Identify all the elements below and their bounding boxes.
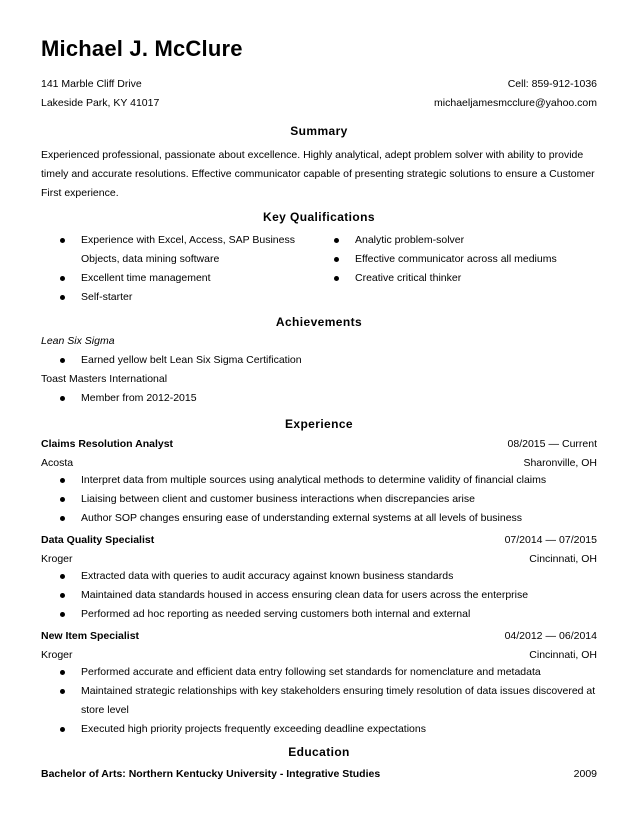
education-heading: Education: [288, 745, 350, 759]
list-item: Extracted data with queries to audit accuracy against known business standards: [58, 567, 603, 586]
education-year: 2009: [573, 768, 597, 780]
summary-line: Experienced professional, passionate about excellence. Highly analytical, adept problem solver with ability to provide: [41, 149, 584, 161]
list-item: Effective communicator across all mediums: [332, 250, 597, 269]
job-company: Kroger: [41, 649, 73, 661]
list-item: Author SOP changes ensuring ease of understanding external systems at all levels of business: [58, 509, 603, 528]
achievements-heading: Achievements: [275, 315, 363, 329]
job-bullets: [58, 663, 603, 739]
contact-row-1: [41, 77, 597, 91]
list-item: Earned yellow belt Lean Six Sigma Certification: [58, 351, 598, 370]
job-header: [41, 533, 597, 547]
job-header: [41, 629, 597, 643]
job-company: Acosta: [41, 457, 74, 469]
education-row: [41, 767, 597, 781]
list-item: Maintained data standards housed in access ensuring clean data for users across the enterprise: [58, 586, 603, 605]
qualifications-heading: Key Qualifications: [263, 210, 375, 224]
job-dates: 04/2012 — 06/2014: [504, 630, 597, 642]
job-location: Sharonville, OH: [523, 457, 597, 469]
job-dates: 07/2014 — 07/2015: [504, 534, 597, 546]
achievement-title: Toast Masters International: [41, 373, 168, 385]
job-location: Cincinnati, OH: [529, 553, 597, 565]
job-location: Cincinnati, OH: [529, 649, 597, 661]
achievement-title: Lean Six Sigma: [41, 335, 115, 347]
job-company-row: [41, 456, 597, 470]
education-degree: Bachelor of Arts: Northern Kentucky University - Integrative Studies: [41, 768, 381, 780]
list-item: Analytic problem-solver: [332, 231, 597, 250]
achievement-list: [58, 389, 598, 408]
list-item: Member from 2012-2015: [58, 389, 598, 408]
email-address: michaeljamesmcclure@yahoo.com: [434, 97, 597, 109]
list-item: Excellent time management: [58, 269, 328, 288]
candidate-name: Michael J. McClure: [41, 36, 243, 61]
job-bullets: [58, 471, 603, 528]
list-item: Liaising between client and customer business interactions when discrepancies arise: [58, 490, 603, 509]
list-item: Executed high priority projects frequently exceeding deadline expectations: [58, 720, 603, 739]
summary-line: First experience.: [41, 187, 119, 199]
job-company-row: [41, 552, 597, 566]
summary-text: [41, 146, 601, 203]
list-item: Interpret data from multiple sources using analytical methods to determine validity of financial claims: [58, 471, 603, 490]
qualifications-left-list: [58, 231, 328, 307]
job-title: Claims Resolution Analyst: [41, 438, 174, 450]
address-line-1: 141 Marble Cliff Drive: [41, 78, 142, 90]
summary-heading: Summary: [290, 124, 348, 138]
achievement-list: [58, 351, 598, 370]
list-item: Experience with Excel, Access, SAP Business Objects, data mining software: [58, 231, 328, 269]
job-title: New Item Specialist: [41, 630, 140, 642]
list-item: Creative critical thinker: [332, 269, 597, 288]
job-bullets: [58, 567, 603, 624]
list-item: Self-starter: [58, 288, 328, 307]
phone-number: Cell: 859-912-1036: [507, 78, 597, 90]
list-item: Maintained strategic relationships with key stakeholders ensuring timely resolution of data issues discovered at store level: [58, 682, 603, 720]
job-header: [41, 437, 597, 451]
address-line-2: Lakeside Park, KY 41017: [41, 97, 160, 109]
list-item: Performed accurate and efficient data entry following set standards for nomenclature and metadata: [58, 663, 603, 682]
summary-line: timely and accurate resolutions. Effective communicator capable of presenting strategic solutions to ensure a Customer: [41, 168, 595, 180]
experience-heading: Experience: [284, 417, 354, 431]
list-item: Performed ad hoc reporting as needed serving customers both internal and external: [58, 605, 603, 624]
contact-row-2: [41, 96, 597, 110]
job-company: Kroger: [41, 553, 73, 565]
job-company-row: [41, 648, 597, 662]
job-title: Data Quality Specialist: [41, 534, 155, 546]
qualifications-right-list: [332, 231, 597, 288]
job-dates: 08/2015 — Current: [507, 438, 597, 450]
